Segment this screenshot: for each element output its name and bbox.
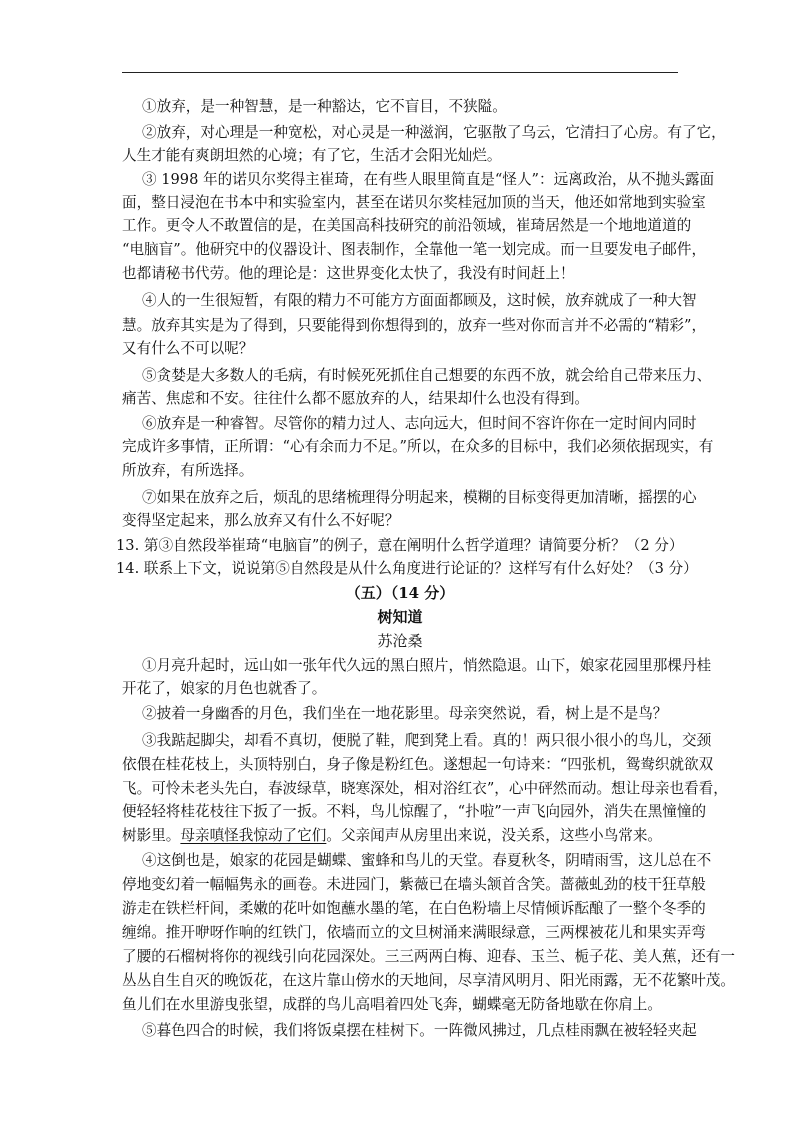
essay-paragraph-3-line-3: 飞。可怜未老头先白，春波绿草，晓寒深处，相对浴红衣”，心中砰然而动。想让母亲也看看，: [122, 780, 728, 797]
essay-paragraph-1-line-1: ①月亮升起时，远山如一张年代久远的黑白照片，悄然隐退。山下，娘家花园里那棵丹桂: [142, 657, 712, 674]
underlined-sentence: 母亲嗔怪我惊动了它们: [180, 827, 327, 844]
essay-paragraph-3-line-5-start: 树影里。: [122, 827, 181, 844]
essay-paragraph-4-line-4: 缠绵。推开咿呀作响的红铁门，依墙而立的文旦树涌来满眼绿意，三两棵被花儿和果实弄弯: [122, 924, 706, 941]
paragraph-3-line-5: 也都请秘书代劳。他的理论是：这世界变化太快了，我没有时间赶上！: [122, 265, 575, 282]
paragraph-6-line-2: 完成许多事情，正所谓：“心有余而力不足。”所以，在众多的目标中，我们必须依据现实，有: [122, 438, 714, 455]
essay-title: 树知道: [377, 608, 423, 626]
essay-paragraph-4-line-2: 停地变幻着一幅幅隽永的画卷。未进园门，紫薇已在墙头颔首含笑。蔷薇虬劲的枝干狂草般: [122, 876, 706, 893]
header-rule: [122, 72, 678, 73]
section-heading: （五）（14 分）: [345, 584, 455, 602]
paragraph-6-line-1: ⑥放弃是一种睿智。尽管你的精力过人、志向远大，但时间不容许你在一定时间内同时: [142, 415, 697, 432]
essay-paragraph-3-line-5: [122, 826, 662, 846]
paragraph-7-line-1: ⑦如果在放弃之后，烦乱的思绪梳理得分明起来，模糊的目标变得更加清晰，摇摆的心: [142, 489, 697, 506]
paragraph-4-line-2: 慧。放弃其实是为了得到，只要能得到你想得到的，放弃一些对你而言并不必需的“精彩”，: [122, 317, 707, 334]
essay-paragraph-4-line-3: 游走在铁栏杆间，柔嫩的花叶如饱蘸水墨的笔，在白色粉墙上尽情倾诉酝酿了一整个冬季的: [122, 900, 706, 917]
paragraph-5-line-1: ⑤贪婪是大多数人的毛病，有时候死死抓住自己想要的东西不放，就会给自己带来压力、: [142, 367, 712, 384]
essay-paragraph-5-line-1: ⑤暮色四合的时候，我们将饭桌摆在桂树下。一阵微风拂过，几点桂雨飘在被轻轻夹起: [142, 1022, 697, 1039]
essay-paragraph-4-line-5: 了腰的石榴树将你的视线引向花园深处。三三两两白梅、迎春、玉兰、栀子花、美人蕉，还有一: [122, 948, 735, 965]
paragraph-6-line-3: 所放弃，有所选择。: [122, 462, 254, 479]
essay-paragraph-1-line-2: 开花了，娘家的月色也就香了。: [122, 680, 327, 697]
paragraph-4-line-3: 又有什么不可以呢？: [122, 340, 254, 357]
paragraph-5-line-2: 痛苦、焦虑和不安。往往什么都不愿放弃的人，结果却什么也没有得到。: [122, 390, 590, 407]
essay-paragraph-4-line-1: ④这倒也是，娘家的花园是蝴蝶、蜜蜂和鸟儿的天堂。春夏秋冬，阴晴雨雪，这儿总在不: [142, 852, 712, 869]
essay-author: 苏沧桑: [377, 632, 423, 650]
essay-paragraph-4-line-6: 丛丛自生自灭的晚饭花，在这片靠山傍水的天地间，尽享清风明月、阳光雨露，无不花繁叶茂。: [122, 972, 735, 989]
essay-paragraph-3-line-1: ③我踮起脚尖，却看不真切，便脱了鞋，爬到凳上看。真的！两只很小很小的鸟儿，交颈: [142, 732, 712, 749]
paragraph-2-line-2: 人生才能有爽朗坦然的心境；有了它，生活才会阳光灿烂。: [122, 147, 502, 164]
essay-paragraph-4-line-7: 鱼儿们在水里游曳张望，成群的鸟儿高唱着四处飞奔，蝴蝶毫无防备地歇在你肩上。: [122, 996, 662, 1013]
paragraph-3-line-4: “电脑盲”。他研究中的仪器设计、图表制作，全靠他一笔一划完成。而一旦要发电子邮件，: [122, 241, 707, 258]
essay-paragraph-3-line-4: 便轻轻将桂花枝往下扳了一扳。不料，鸟儿惊醒了，“扑啦”一声飞向园外，消失在黑憧憧的: [122, 803, 707, 820]
paragraph-7-line-2: 变得坚定起来，那么放弃又有什么不好呢？: [122, 512, 400, 529]
question-14: 14. 联系上下文，说说第⑤自然段是从什么角度进行论证的？这样写有什么好处？（3 分）: [116, 560, 698, 577]
essay-paragraph-2: ②披着一身幽香的月色，我们坐在一地花影里。母亲突然说，看，树上是不是鸟？: [142, 705, 668, 722]
essay-paragraph-3-line-5-end: 。父亲闻声从房里出来说，没关系，这些小鸟常来。: [326, 827, 663, 844]
paragraph-1: ①放弃，是一种智慧，是一种豁达，它不盲目，不狭隘。: [142, 98, 507, 115]
paragraph-3-line-1: ③ 1998 年的诺贝尔奖得主崔琦，在有些人眼里简直是“怪人”：远离政治，从不抛头露面: [142, 171, 715, 188]
paragraph-4-line-1: ④人的一生很短暂，有限的精力不可能方方面面都顾及，这时候，放弃就成了一种大智: [142, 292, 697, 309]
paragraph-2-line-1: ②放弃，对心理是一种宽松，对心灵是一种滋润，它驱散了乌云，它清扫了心房。有了它，: [142, 124, 726, 141]
question-13: 13. 第③自然段举崔琦“电脑盲”的例子，意在阐明什么哲学道理？请简要分析？（2 分）: [116, 537, 684, 554]
paragraph-3-line-2: 面，整日浸泡在书本中和实验室内，甚至在诺贝尔奖桂冠加顶的当天，他还如常地到实验室: [122, 194, 706, 211]
essay-paragraph-3-line-2: 依偎在桂花枝上，头顶特别白，身子像是粉红色。遂想起一句诗来：“四张机，鸳鸯织就欲双: [122, 756, 714, 773]
paragraph-3-line-3: 工作。更令人不敢置信的是，在美国高科技研究的前沿领域，崔琦居然是一个地地道道的: [122, 217, 692, 234]
